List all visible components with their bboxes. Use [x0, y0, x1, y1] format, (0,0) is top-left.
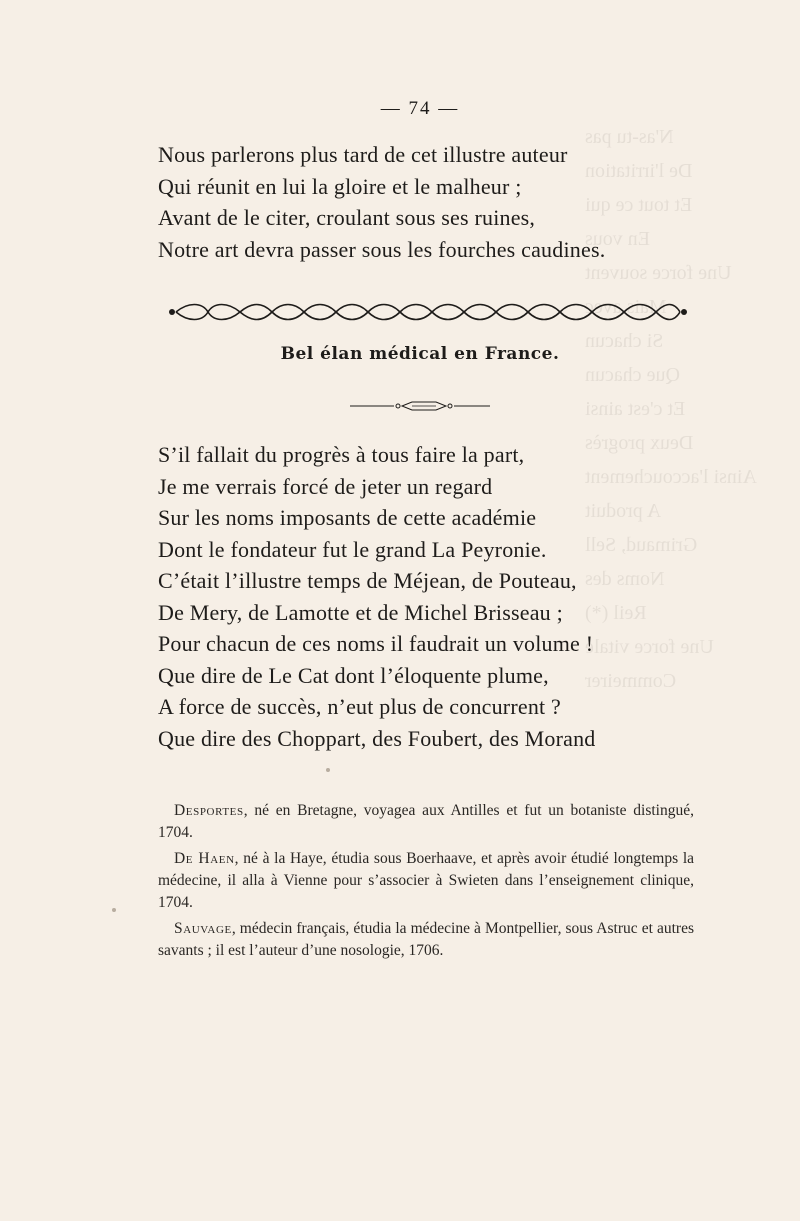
paper-speck [326, 768, 330, 772]
ornamental-divider [168, 302, 688, 322]
page-number: — 74 — [380, 98, 460, 119]
footnote-text: , né en Bretagne, voyagea aux Antilles et fut un botaniste distingué, 1704. [158, 802, 694, 841]
verse-line: Je me verrais forcé de jeter un regard [158, 473, 493, 499]
footnote [158, 800, 694, 844]
verse-line: Avant de le citer, croulant sous ses ruines, [158, 205, 536, 230]
footnote-text: , né à la Haye, étudia sous Boerhaave, et après avoir étudié longtemps la médecine, il alla à Vienne pour s’associer à Swieten dans l’enseignement clinique, 1704. [158, 850, 695, 911]
stanza-1 [158, 139, 605, 265]
footnote-name: De Haen [174, 850, 235, 867]
verse-line: Nous parlerons plus tard de cet illustre auteur [158, 142, 568, 167]
footnote-name: Desportes [174, 802, 244, 819]
verse-line: Que dire de Le Cat dont l’éloquente plume, [158, 662, 549, 688]
paper-speck [112, 908, 116, 912]
footnote-text: , médecin français, étudia la médecine à Montpellier, sous Astruc et autres savants ; il est l’auteur d’une nosologie, 1706. [158, 920, 694, 959]
verse-line: Que dire des Choppart, des Foubert, des Morand [158, 725, 596, 751]
verse-line: Qui réunit en lui la gloire et le malheur ; [158, 173, 522, 199]
verse-line: A force de succès, n’eut plus de concurrent ? [158, 694, 562, 719]
show-through-text: N'as-tu pas De l'irritation Et tout ce qui En vous Une force souvent Mais avec Si chacun Que chacun Et c'est ainsi Deux progrès Ainsi l'accouchement A produit Grimaud, Sell Noms des Reil (*) Une force vitale Commeirer [585, 126, 757, 692]
footnotes [158, 800, 694, 966]
stanza-2 [158, 439, 596, 754]
small-divider [350, 400, 490, 412]
footnote [158, 918, 694, 962]
verse-line: Notre art devra passer sous les fourches caudines. [158, 236, 606, 262]
verse-line: Pour chacun de ces noms il faudrait un volume ! [158, 631, 594, 656]
verse-line: S’il fallait du progrès à tous faire la part, [158, 442, 525, 467]
verse-line: Sur les noms imposants de cette académie [158, 505, 537, 530]
footnote [158, 848, 694, 914]
verse-line: De Mery, de Lamotte et de Michel Brisseau ; [158, 599, 563, 625]
footnote-name: Sauvage [174, 920, 232, 937]
section-title: Bel élan médical en France. [280, 344, 560, 364]
verse-line: C’était l’illustre temps de Méjean, de Pouteau, [158, 568, 577, 593]
verse-line: Dont le fondateur fut le grand La Peyronie. [158, 536, 547, 562]
